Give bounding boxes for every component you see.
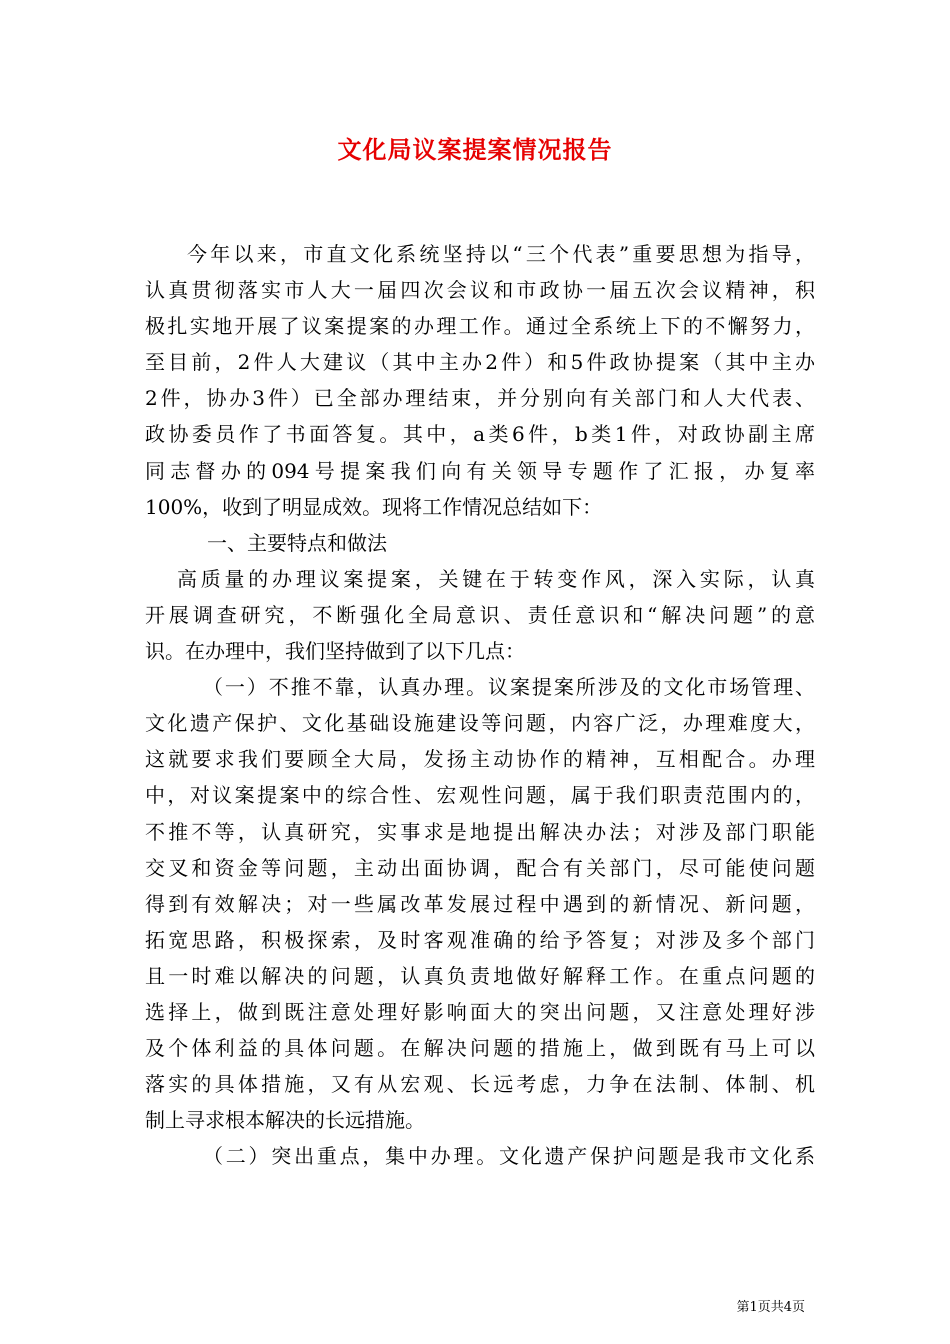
paragraph-approach bbox=[145, 561, 815, 669]
text-line: 中，对议案提案中的综合性、宏观性问题，属于我们职责范围内的， bbox=[145, 783, 815, 808]
text-line: 今年以来，市直文化系统坚持以“三个代表”重要思想为指导， bbox=[187, 242, 815, 266]
paragraph-point-two bbox=[145, 1138, 815, 1174]
text-line: 制上寻求根本解决的长远措施。 bbox=[145, 1108, 425, 1133]
text-line: 同志督办的094号提案我们向有关领导专题作了汇报，办复率 bbox=[145, 458, 815, 483]
section-heading bbox=[145, 525, 815, 561]
text-line: 拓宽思路，积极探索，及时客观准确的给予答复；对涉及多个部门 bbox=[145, 927, 815, 952]
text-line: 政协委员作了书面答复。其中，a类6件，b类1件，对政协副主席 bbox=[145, 422, 815, 447]
page-title: 文化局议案提案情况报告 bbox=[337, 135, 613, 164]
text-line: 认真贯彻落实市人大一届四次会议和市政协一届五次会议精神，积 bbox=[145, 278, 815, 303]
text-line: 100%，收到了明显成效。现将工作情况总结如下： bbox=[145, 494, 603, 519]
document-body bbox=[145, 236, 815, 1174]
text-line: 高质量的办理议案提案，关键在于转变作风，深入实际，认真 bbox=[177, 566, 815, 591]
text-line: 这就要求我们要顾全大局，发扬主动协作的精神，互相配合。办理 bbox=[145, 747, 815, 772]
text-line: 得到有效解决；对一些属改革发展过程中遇到的新情况、新问题， bbox=[145, 891, 815, 916]
text-line: 2件，协办3件）已全部办理结束，并分别向有关部门和人大代表、 bbox=[145, 386, 815, 411]
page-indicator: 第1页共4页 bbox=[736, 1300, 805, 1315]
text-line: 极扎实地开展了议案提案的办理工作。通过全系统上下的不懈努力， bbox=[145, 314, 815, 339]
text-line: 落实的具体措施，又有从宏观、长远考虑，力争在法制、体制、机 bbox=[145, 1072, 815, 1097]
text-line: （一）不推不靠，认真办理。议案提案所涉及的文化市场管理、 bbox=[203, 675, 815, 700]
text-line: 识。在办理中，我们坚持做到了以下几点： bbox=[145, 639, 525, 664]
paragraph-point-one bbox=[145, 669, 815, 1138]
text-line: 开展调查研究，不断强化全局意识、责任意识和“解决问题”的意 bbox=[145, 602, 815, 627]
text-line: 及个体利益的具体问题。在解决问题的措施上，做到既有马上可以 bbox=[145, 1036, 815, 1061]
text-line: 交叉和资金等问题，主动出面协调，配合有关部门，尽可能使问题 bbox=[145, 855, 815, 880]
text-line: （二）突出重点，集中办理。文化遗产保护问题是我市文化系 bbox=[203, 1144, 815, 1169]
paragraph-intro bbox=[145, 236, 815, 525]
text-line: 一、主要特点和做法 bbox=[207, 530, 387, 555]
text-line: 选择上，做到既注意处理好影响面大的突出问题，又注意处理好涉 bbox=[145, 999, 815, 1024]
text-line: 不推不等，认真研究，实事求是地提出解决办法；对涉及部门职能 bbox=[145, 819, 815, 844]
text-line: 至目前，2件人大建议（其中主办2件）和5件政协提案（其中主办 bbox=[145, 350, 815, 375]
text-line: 文化遗产保护、文化基础设施建设等问题，内容广泛，办理难度大， bbox=[145, 711, 815, 736]
text-line: 且一时难以解决的问题，认真负责地做好解释工作。在重点问题的 bbox=[145, 963, 815, 988]
